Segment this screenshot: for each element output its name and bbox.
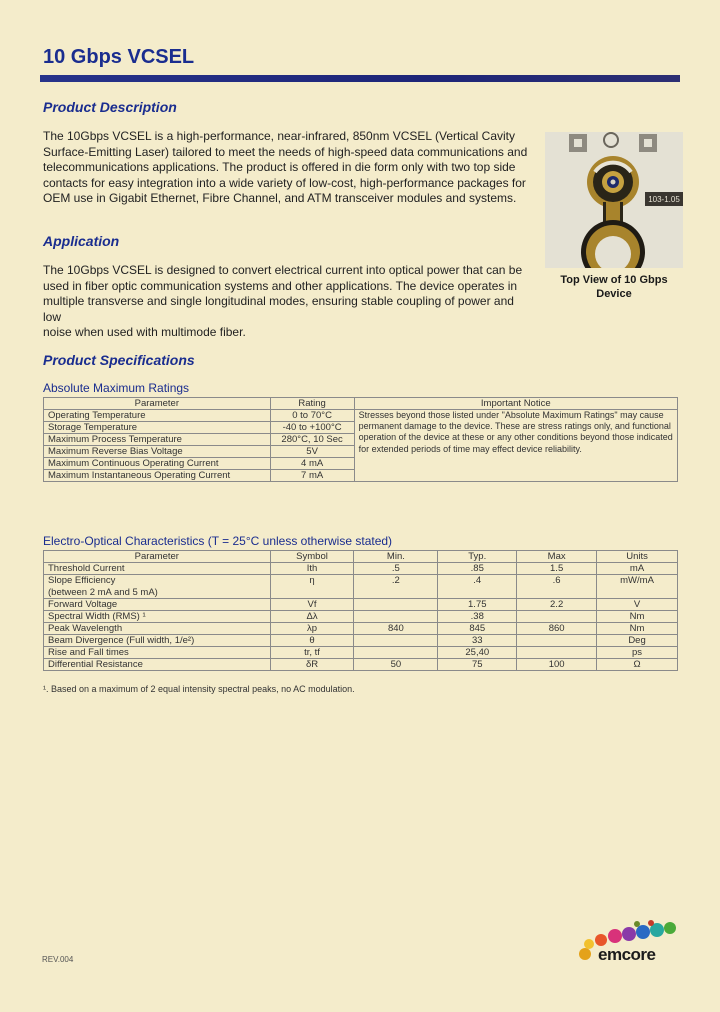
- rating-cell: -40 to +100°C: [270, 422, 354, 434]
- text-line: contacts for easy integration into a wide variety of low-cost, high-performance packages for: [43, 175, 526, 190]
- rating-cell: 7 mA: [270, 470, 354, 482]
- table-row: [44, 623, 678, 635]
- symbol-cell: Vf: [270, 599, 354, 611]
- typ-cell: 75: [438, 659, 517, 671]
- units-cell: mA: [597, 563, 678, 575]
- table-row: [44, 575, 678, 599]
- min-cell: .2: [354, 575, 438, 599]
- max-cell: 1.5: [517, 563, 597, 575]
- product-specifications-heading: Product Specifications: [43, 352, 195, 368]
- column-header: Typ.: [438, 551, 517, 563]
- units-cell: Deg: [597, 635, 678, 647]
- parameter-line: Slope Efficiency: [48, 575, 116, 586]
- parameter-cell: Peak Wavelength: [44, 623, 271, 635]
- parameter-cell: Operating Temperature: [44, 410, 271, 422]
- parameter-cell: Maximum Instantaneous Operating Current: [44, 470, 271, 482]
- table-row: [44, 635, 678, 647]
- application-text: [43, 263, 533, 341]
- units-cell: Nm: [597, 611, 678, 623]
- parameter-cell: Threshold Current: [44, 563, 271, 575]
- units-cell: Ω: [597, 659, 678, 671]
- typ-cell: 33: [438, 635, 517, 647]
- min-cell: .5: [354, 563, 438, 575]
- symbol-cell: Δλ: [270, 611, 354, 623]
- min-cell: 840: [354, 623, 438, 635]
- parameter-cell: Maximum Reverse Bias Voltage: [44, 446, 271, 458]
- electro-optical-title: Electro-Optical Characteristics (T = 25°C unless otherwise stated): [43, 534, 393, 548]
- caption-line: Top View of 10 Gbps: [560, 274, 668, 286]
- table-row: [44, 647, 678, 659]
- footnote: ¹. Based on a maximum of 2 equal intensity spectral peaks, no AC modulation.: [43, 684, 355, 694]
- rating-cell: 4 mA: [270, 458, 354, 470]
- page-title: 10 Gbps VCSEL: [43, 46, 195, 68]
- table-row: [44, 599, 678, 611]
- text-line: The 10Gbps VCSEL is a high-performance, near-infrared, 850nm VCSEL (Vertical Cavity: [43, 129, 515, 143]
- typ-cell: 25,40: [438, 647, 517, 659]
- parameter-cell: Maximum Process Temperature: [44, 434, 271, 446]
- parameter-cell: Beam Divergence (Full width, 1/e²): [44, 635, 271, 647]
- typ-cell: 845: [438, 623, 517, 635]
- symbol-cell: λp: [270, 623, 354, 635]
- revision-label: REV.004: [42, 955, 74, 964]
- min-cell: [354, 611, 438, 623]
- column-header: Min.: [354, 551, 438, 563]
- symbol-cell: η: [270, 575, 354, 599]
- table-row: [44, 410, 678, 422]
- text-line: telecommunications applications. The product is offered in die form only with two top side: [43, 160, 516, 174]
- caption-line: Device: [596, 288, 632, 300]
- chip-label: 103-1.05: [648, 195, 680, 204]
- column-header: Symbol: [270, 551, 354, 563]
- rating-cell: 5V: [270, 446, 354, 458]
- device-photo: [545, 132, 683, 268]
- title-rule: [40, 75, 680, 82]
- column-header: Rating: [270, 398, 354, 410]
- min-cell: 50: [354, 659, 438, 671]
- symbol-cell: θ: [270, 635, 354, 647]
- text-line: noise when used with multimode fiber.: [43, 325, 246, 339]
- absolute-max-title: Absolute Maximum Ratings: [43, 381, 190, 395]
- important-notice: Stresses beyond those listed under "Absolute Maximum Ratings" may cause permanent damage to the device. These are stress ratings only, and functional operation of the device at these or any other conditions beyond those indicated for extended periods of time may effect device reliability.: [354, 410, 677, 482]
- units-cell: V: [597, 599, 678, 611]
- symbol-cell: Ith: [270, 563, 354, 575]
- parameter-cell: Spectral Width (RMS) ¹: [44, 611, 271, 623]
- max-cell: .6: [517, 575, 597, 599]
- typ-cell: .4: [438, 575, 517, 599]
- absolute-max-table: [43, 397, 678, 482]
- parameter-cell: [44, 575, 271, 599]
- parameter-cell: Forward Voltage: [44, 599, 271, 611]
- max-cell: [517, 611, 597, 623]
- min-cell: [354, 635, 438, 647]
- text-line: The 10Gbps VCSEL is designed to convert electrical current into optical power that can be: [43, 263, 523, 277]
- typ-cell: 1.75: [438, 599, 517, 611]
- max-cell: [517, 635, 597, 647]
- rating-cell: 0 to 70°C: [270, 410, 354, 422]
- column-header: Parameter: [44, 398, 271, 410]
- units-cell: mW/mA: [597, 575, 678, 599]
- max-cell: 860: [517, 623, 597, 635]
- typ-cell: .38: [438, 611, 517, 623]
- column-header: Max: [517, 551, 597, 563]
- parameter-cell: Maximum Continuous Operating Current: [44, 458, 271, 470]
- product-description-text: [43, 129, 533, 207]
- parameter-cell: Differential Resistance: [44, 659, 271, 671]
- units-cell: ps: [597, 647, 678, 659]
- product-description-heading: Product Description: [43, 99, 177, 115]
- application-heading: Application: [43, 233, 120, 249]
- table-row: [44, 611, 678, 623]
- text-line: used in fiber optic communication systems and other applications. The device operates in: [43, 278, 518, 293]
- typ-cell: .85: [438, 563, 517, 575]
- table-row: [44, 563, 678, 575]
- max-cell: 100: [517, 659, 597, 671]
- units-cell: Nm: [597, 623, 678, 635]
- text-line: multiple transverse and single longitudinal modes, ensuring stable coupling of power and low: [43, 294, 514, 324]
- max-cell: 2.2: [517, 599, 597, 611]
- electro-optical-table: [43, 550, 678, 671]
- parameter-cell: Rise and Fall times: [44, 647, 271, 659]
- text-line: OEM use in Gigabit Ethernet, Fibre Channel, and ATM transceiver modules and systems.: [43, 191, 517, 205]
- symbol-cell: tr, tf: [270, 647, 354, 659]
- table-row: [44, 659, 678, 671]
- figure-caption: [545, 273, 683, 301]
- parameter-line: (between 2 mA and 5 mA): [48, 586, 158, 598]
- column-header: Important Notice: [354, 398, 677, 410]
- symbol-cell: δR: [270, 659, 354, 671]
- min-cell: [354, 647, 438, 659]
- min-cell: [354, 599, 438, 611]
- column-header: Parameter: [44, 551, 271, 563]
- text-line: Surface-Emitting Laser) tailored to meet the needs of high-speed data communications and: [43, 144, 528, 159]
- logo-text: emcore: [598, 945, 656, 964]
- parameter-cell: Storage Temperature: [44, 422, 271, 434]
- column-header: Units: [597, 551, 678, 563]
- max-cell: [517, 647, 597, 659]
- rating-cell: 280°C, 10 Sec: [270, 434, 354, 446]
